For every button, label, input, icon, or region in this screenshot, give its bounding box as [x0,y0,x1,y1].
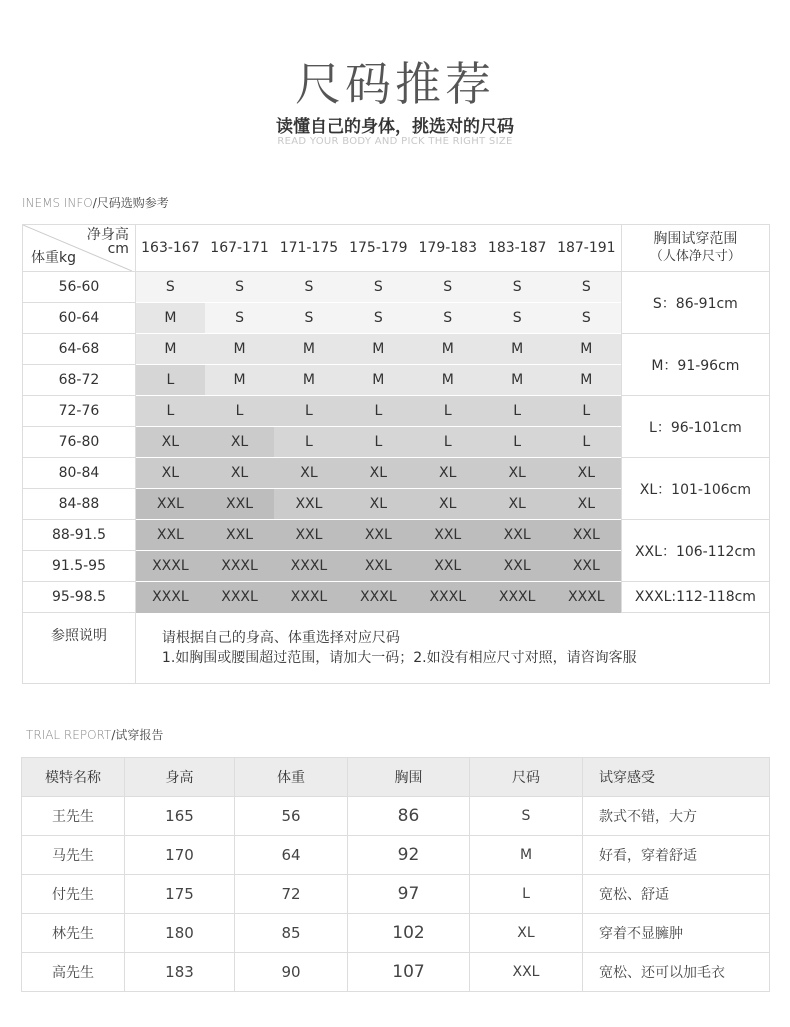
trial-column-header: 体重 [235,758,348,797]
size-cell: XXL [344,520,413,551]
trial-column-header: 试穿感受 [583,758,770,797]
corner-header-cell [23,225,136,272]
trial-section-label-cn: /试穿报告 [111,728,164,742]
page-title: 尺码推荐 [295,57,495,111]
note-label: 参照说明 [23,613,136,684]
size-cell: L [135,396,204,427]
size-cell: M [552,365,621,396]
size-cell: XXL [413,551,482,582]
feedback-cell: 宽松、舒适 [583,875,770,914]
height-range-header: 187-191 [552,225,621,272]
corner-height-unit: cm [107,241,129,257]
feedback-cell: 好看，穿着舒适 [583,836,770,875]
weight-cell: 85 [235,914,348,953]
size-cell: L [344,396,413,427]
chest-header-line2: （人体净尺寸） [649,249,741,264]
size-cell: XXL [482,520,551,551]
model-name-cell: 王先生 [22,797,125,836]
size-cell: L [274,396,343,427]
size-row [23,458,770,489]
size-row [23,396,770,427]
corner-weight-label: 体重kg [31,250,76,266]
size-cell: L [482,427,551,458]
size-cell: XXL [205,520,274,551]
size-cell: M [482,365,551,396]
trial-row [22,797,770,836]
size-chart-body [23,272,770,684]
size-cell: XL [274,458,343,489]
size-cell: XL [205,427,274,458]
height-range-header: 175-179 [344,225,413,272]
weight-cell: 72 [235,875,348,914]
height-range-header: 167-171 [205,225,274,272]
model-name-cell: 高先生 [22,953,125,992]
size-cell: XXXL [552,582,621,613]
size-row [23,334,770,365]
size-cell: L [552,427,621,458]
weight-range-cell: 88-91.5 [23,520,136,551]
trial-row [22,875,770,914]
size-cell: XL [135,458,204,489]
size-cell: XXXL [135,551,204,582]
weight-range-cell: 56-60 [23,272,136,303]
size-cell: XXXL [205,551,274,582]
trial-column-header: 胸围 [348,758,470,797]
size-cell: M [413,365,482,396]
trial-header-row [22,758,770,797]
size-cell: XXXL [135,582,204,613]
size-row [23,272,770,303]
size-cell: XXL [205,489,274,520]
size-cell: L [482,396,551,427]
chest-range-header [621,225,769,272]
note-text [135,613,769,684]
chest-range-cell: L：96-101cm [621,396,769,458]
height-range-header: 163-167 [135,225,204,272]
page-subtitle-en: READ YOUR BODY AND PICK THE RIGHT SIZE [277,136,513,147]
size-cell: M [482,334,551,365]
size-cell: S [205,272,274,303]
size-chart-table [22,224,770,684]
size-cell: S [482,272,551,303]
weight-cell: 64 [235,836,348,875]
size-cell: L [413,427,482,458]
size-cell: XXL [135,520,204,551]
height-cell: 180 [125,914,235,953]
size-cell: XXL [274,520,343,551]
chest-cell: 92 [348,836,470,875]
weight-range-cell: 76-80 [23,427,136,458]
size-cell: S [135,272,204,303]
corner-height-text: 净身高 [86,227,129,243]
size-row [23,520,770,551]
weight-range-cell: 91.5-95 [23,551,136,582]
size-cell: M [344,365,413,396]
weight-range-cell: 60-64 [23,303,136,334]
trial-column-header: 身高 [125,758,235,797]
size-cell: S [274,272,343,303]
size-cell: XXXL [344,582,413,613]
size-cell: M [552,334,621,365]
size-cell: XL [344,458,413,489]
trial-row [22,914,770,953]
size-section-label-en: INEMS INFO [22,196,93,210]
size-cell: XXL [135,489,204,520]
size-cell: XXXL [274,551,343,582]
size-cell: S [552,272,621,303]
size-cell: XXL [413,520,482,551]
chest-cell: 86 [348,797,470,836]
height-range-header: 171-175 [274,225,343,272]
chest-range-cell: XL：101-106cm [621,458,769,520]
page-subtitle: 读懂自己的身体，挑选对的尺码 [276,117,514,137]
weight-range-cell: 64-68 [23,334,136,365]
size-cell: M [205,365,274,396]
size-cell: M [274,334,343,365]
size-cell: M [135,303,204,334]
size-cell: XL [135,427,204,458]
size-cell: L [413,396,482,427]
size-cell: XL [470,914,583,953]
chest-header-line1: 胸围试穿范围 [653,231,738,247]
size-cell: M [135,334,204,365]
model-name-cell: 马先生 [22,836,125,875]
size-cell: S [482,303,551,334]
weight-range-cell: 84-88 [23,489,136,520]
size-section-heading [22,194,169,211]
height-range-header: 179-183 [413,225,482,272]
height-range-header: 183-187 [482,225,551,272]
size-cell: S [344,272,413,303]
chest-cell: 97 [348,875,470,914]
chest-range-cell: XXL：106-112cm [621,520,769,582]
size-cell: XL [552,458,621,489]
trial-section-heading [26,726,163,743]
size-cell: M [413,334,482,365]
height-cell: 170 [125,836,235,875]
weight-range-cell: 80-84 [23,458,136,489]
size-cell: S [413,272,482,303]
height-cell: 165 [125,797,235,836]
size-cell: L [205,396,274,427]
size-cell: XL [482,458,551,489]
size-cell: XXL [552,551,621,582]
trial-column-header: 尺码 [470,758,583,797]
size-cell: S [344,303,413,334]
chest-range-cell: S：86-91cm [621,272,769,334]
size-cell: M [344,334,413,365]
weight-range-cell: 72-76 [23,396,136,427]
size-cell: L [470,875,583,914]
height-cell: 175 [125,875,235,914]
trial-row [22,953,770,992]
chest-range-cell: XXXL:112-118cm [621,582,769,613]
size-cell: M [274,365,343,396]
corner-height-label [87,228,129,256]
size-cell: M [470,836,583,875]
size-cell: L [344,427,413,458]
size-cell: XXL [552,520,621,551]
trial-row [22,836,770,875]
size-section-label-cn: /尺码选购参考 [92,196,169,210]
chest-cell: 102 [348,914,470,953]
size-cell: XXXL [274,582,343,613]
size-cell: S [205,303,274,334]
note-line-2: 1.如胸围或腰围超过范围，请加大一码；2.如没有相应尺寸对照，请咨询客服 [161,650,637,666]
size-cell: XL [482,489,551,520]
note-row [23,613,770,684]
weight-cell: 90 [235,953,348,992]
size-cell: XL [552,489,621,520]
size-cell: S [413,303,482,334]
size-header-row [23,225,770,272]
size-cell: XL [205,458,274,489]
size-cell: XXL [344,551,413,582]
size-cell: XXL [274,489,343,520]
size-cell: L [274,427,343,458]
chest-cell: 107 [348,953,470,992]
weight-range-cell: 68-72 [23,365,136,396]
weight-range-cell: 95-98.5 [23,582,136,613]
model-name-cell: 林先生 [22,914,125,953]
size-cell: XL [413,458,482,489]
size-cell: XXXL [482,582,551,613]
size-cell: L [552,396,621,427]
model-name-cell: 付先生 [22,875,125,914]
size-cell: XXL [470,953,583,992]
weight-cell: 56 [235,797,348,836]
trial-section-label-en: TRIAL REPORT [26,728,112,742]
feedback-cell: 穿着不显臃肿 [583,914,770,953]
size-cell: S [470,797,583,836]
size-cell: L [135,365,204,396]
trial-report-table [21,757,770,992]
feedback-cell: 宽松、还可以加毛衣 [583,953,770,992]
size-cell: XXXL [413,582,482,613]
size-cell: XL [413,489,482,520]
note-line-1: 请根据自己的身高、体重选择对应尺码 [161,630,400,646]
feedback-cell: 款式不错，大方 [583,797,770,836]
size-cell: M [205,334,274,365]
size-cell: XL [344,489,413,520]
size-cell: S [274,303,343,334]
size-row [23,582,770,613]
size-cell: S [552,303,621,334]
chest-range-cell: M：91-96cm [621,334,769,396]
size-cell: XXXL [205,582,274,613]
trial-column-header: 模特名称 [22,758,125,797]
size-cell: XXL [482,551,551,582]
height-cell: 183 [125,953,235,992]
trial-report-body [22,797,770,992]
